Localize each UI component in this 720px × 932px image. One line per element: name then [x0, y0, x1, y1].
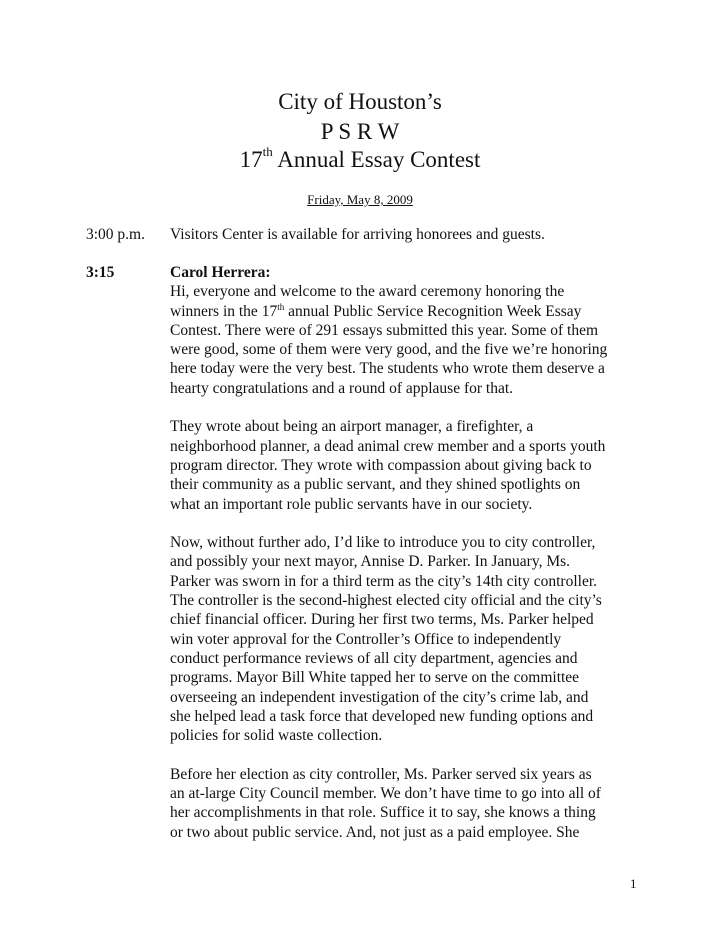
- text-line: [170, 302, 645, 321]
- title-ordinal-suffix: th: [262, 144, 273, 160]
- text-line: Before her election as city controller, Ms. Parker served six years as: [170, 765, 592, 783]
- text-line: The controller is the second-highest elected city official and the city’s: [170, 592, 602, 610]
- title-contest: [0, 146, 720, 174]
- text-line: hearty congratulations and a round of applause for that.: [170, 379, 514, 397]
- text-line: she helped lead a task force that developed new funding options and: [170, 707, 594, 725]
- time-label-1: 3:00 p.m.: [86, 226, 145, 243]
- event-date: Friday, May 8, 2009: [307, 192, 413, 207]
- text-line: Contest. There were of 291 essays submitted this year. Some of them: [170, 321, 599, 339]
- title-contest-text: Annual Essay Contest: [272, 147, 481, 172]
- speech-block: [170, 263, 645, 842]
- paragraph-gap: [170, 398, 645, 417]
- text-line: win voter approval for the Controller’s Office to independently: [170, 630, 562, 648]
- time-label-2: 3:15: [86, 264, 115, 281]
- paragraph-gap: [170, 514, 645, 533]
- text-line: her accomplishments in that role. Suffice it to say, she knows a thing: [170, 804, 596, 822]
- speech-paragraph-4: [170, 765, 645, 842]
- text-line: program director. They wrote with compassion about giving back to: [170, 456, 592, 474]
- speech-paragraph-3: [170, 533, 645, 745]
- text-line: what an important role public servants have in our society.: [170, 495, 533, 513]
- text-line: neighborhood planner, a dead animal crew member and a sports youth: [170, 437, 606, 455]
- entry-text-1: [170, 225, 645, 244]
- title-ordinal: 17: [239, 147, 263, 172]
- text-line: their community as a public servant, and they shined spotlights on: [170, 476, 581, 494]
- entry-line: Visitors Center is available for arriving honorees and guests.: [170, 226, 545, 243]
- title-psrw: P S R W: [320, 119, 400, 144]
- text-line: Parker was sworn in for a third term as the city’s 14th city controller.: [170, 572, 598, 590]
- text-line: programs. Mayor Bill White tapped her to serve on the committee: [170, 669, 580, 687]
- text-line: Hi, everyone and welcome to the award ceremony honoring the: [170, 283, 565, 301]
- speaker-name: Carol Herrera:: [170, 264, 271, 281]
- text-line: policies for solid waste collection.: [170, 727, 383, 745]
- text-line: were good, some of them were very good, and the five we’re honoring: [170, 341, 608, 359]
- text-line: conduct performance reviews of all city department, agencies and: [170, 649, 578, 667]
- text-line: and possibly your next mayor, Annise D. Parker. In January, Ms.: [170, 553, 571, 571]
- text-line: here today were the very best. The students who wrote them deserve a: [170, 360, 605, 378]
- text-line: Now, without further ado, I’d like to introduce you to city controller,: [170, 534, 596, 552]
- text-fragment: annual Public Service Recognition Week Essay: [284, 302, 582, 320]
- speech-paragraph-1: [170, 282, 645, 398]
- title-city: City of Houston’s: [278, 89, 442, 114]
- ordinal-suffix: th: [277, 301, 285, 312]
- text-line: or two about public service. And, not just as a paid employee. She: [170, 823, 580, 841]
- speech-paragraph-2: [170, 417, 645, 513]
- text-line: chief financial officer. During her first two terms, Ms. Parker helped: [170, 611, 594, 629]
- text-line: They wrote about being an airport manager, a firefighter, a: [170, 418, 534, 436]
- paragraph-gap: [170, 745, 645, 764]
- text-fragment: winners in the 17: [170, 302, 278, 320]
- text-line: an at-large City Council member. We don’t have time to go into all of: [170, 785, 601, 803]
- text-line: overseeing an independent investigation of the city’s crime lab, and: [170, 688, 589, 706]
- page-number: 1: [630, 876, 637, 891]
